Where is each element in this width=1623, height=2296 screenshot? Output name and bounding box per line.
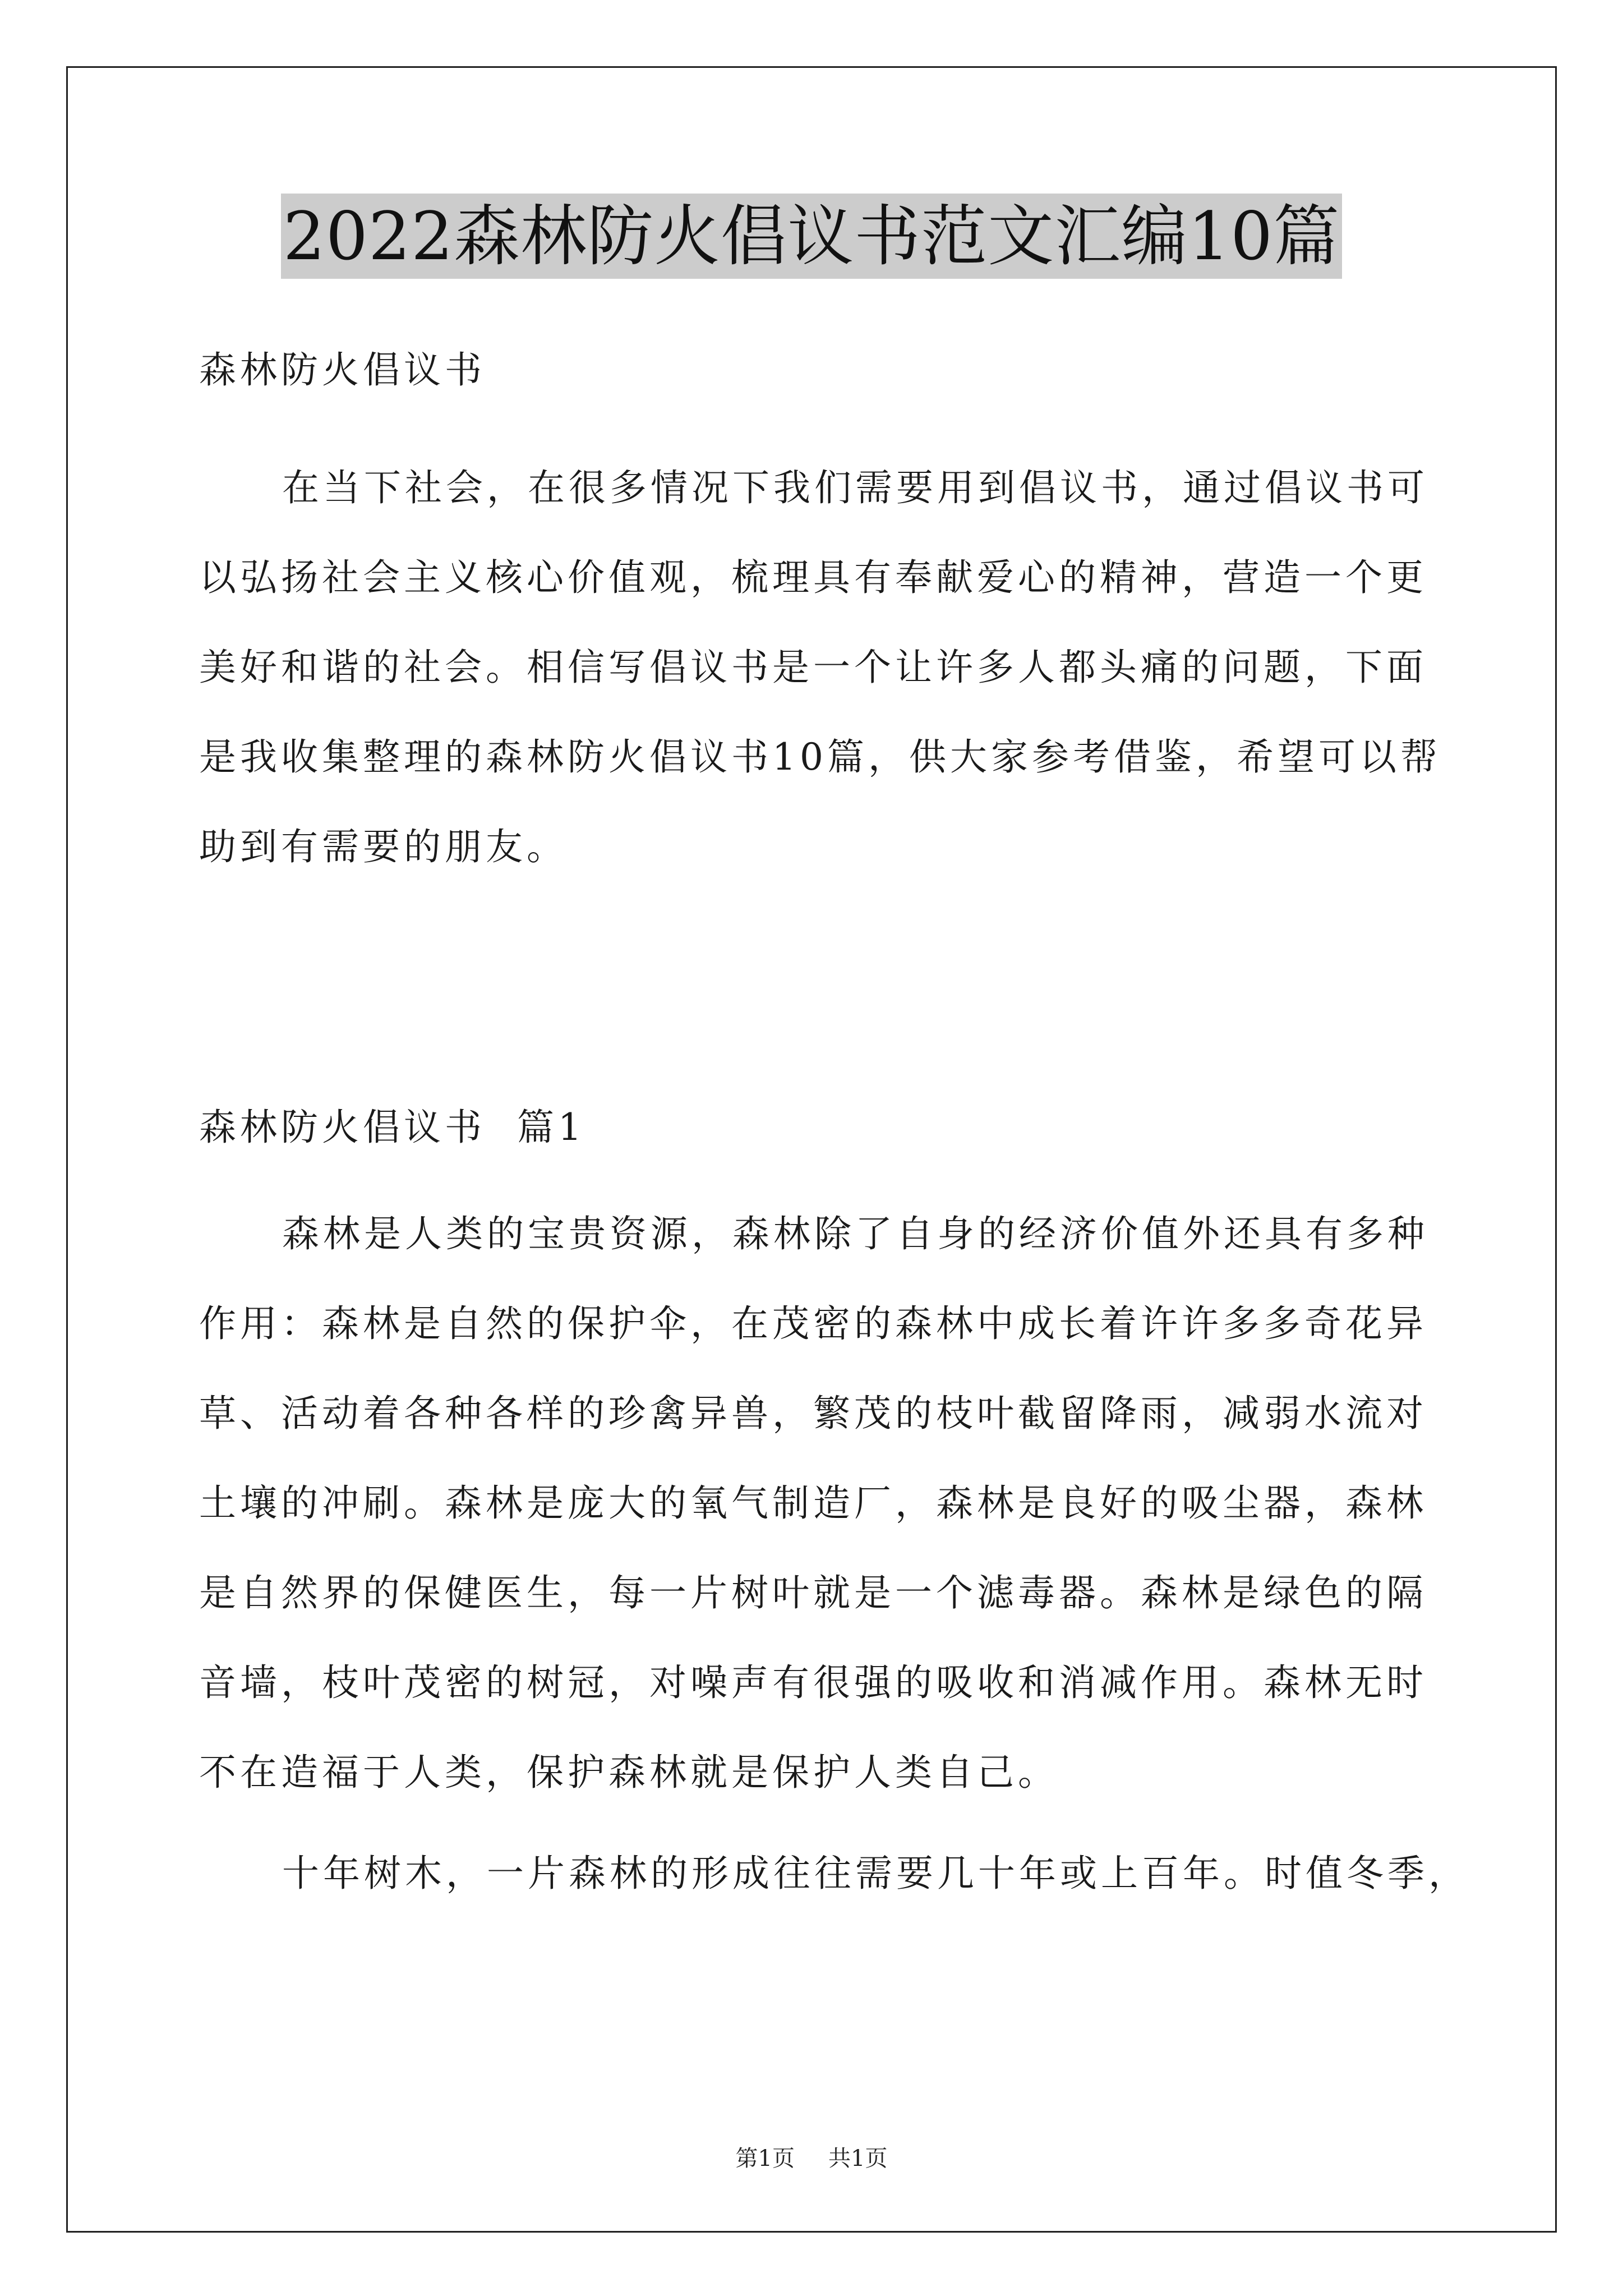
paragraph-line: 森林是人类的宝贵资源，森林除了自身的经济价值外还具有多种: [282, 1212, 1428, 1255]
paragraph-line: 以弘扬社会主义核心价值观，梳理具有奉献爱心的精神，营造一个更: [199, 556, 1427, 599]
document-title: 2022森林防火倡议书范文汇编10篇: [281, 194, 1342, 279]
paragraph-line: 美好和谐的社会。相信写倡议书是一个让许多人都头痛的问题，下面: [199, 646, 1427, 689]
paragraph-line: 不在造福于人类，保护森林就是保护人类自己。: [199, 1751, 1059, 1794]
paragraph-line: 十年树木，一片森林的形成往往需要几十年或上百年。时值冬季，: [282, 1852, 1469, 1895]
intro-paragraph: [199, 443, 1441, 892]
paragraph-line: 作用：森林是自然的保护伞，在茂密的森林中成长着许许多多奇花异: [199, 1302, 1427, 1345]
paragraph-line: 土壤的冲刷。森林是庞大的氧气制造厂，森林是良好的吸尘器，森林: [199, 1481, 1427, 1525]
heading-intro-block: [199, 325, 1427, 415]
paragraph-line: 是我收集整理的森林防火倡议书10篇，供大家参考借鉴，希望可以帮: [199, 735, 1441, 779]
page-total: 共1页: [828, 2146, 888, 2171]
section-heading-intro: 森林防火倡议书: [199, 348, 486, 392]
paragraph-line: 是自然界的保健医生，每一片树叶就是一个滤毒器。森林是绿色的隔: [199, 1571, 1427, 1614]
paragraph-line: 音墙，枝叶茂密的树冠，对噪声有很强的吸收和消减作用。森林无时: [199, 1661, 1427, 1704]
part1-paragraph-2: [199, 1829, 1469, 1918]
section-heading-part1: 森林防火倡议书 篇1: [199, 1106, 585, 1149]
paragraph-line: 在当下社会，在很多情况下我们需要用到倡议书，通过倡议书可: [282, 466, 1428, 509]
page-footer: [0, 2142, 1623, 2175]
part1-paragraph: [199, 1189, 1427, 1818]
page-number: 第1页: [735, 2146, 795, 2171]
paragraph-line: 助到有需要的朋友。: [199, 825, 568, 868]
paragraph-line: 草、活动着各种各样的珍禽异兽，繁茂的枝叶截留降雨，减弱水流对: [199, 1392, 1427, 1435]
title-container: [0, 194, 1623, 279]
heading-part1-block: [199, 1083, 1427, 1172]
